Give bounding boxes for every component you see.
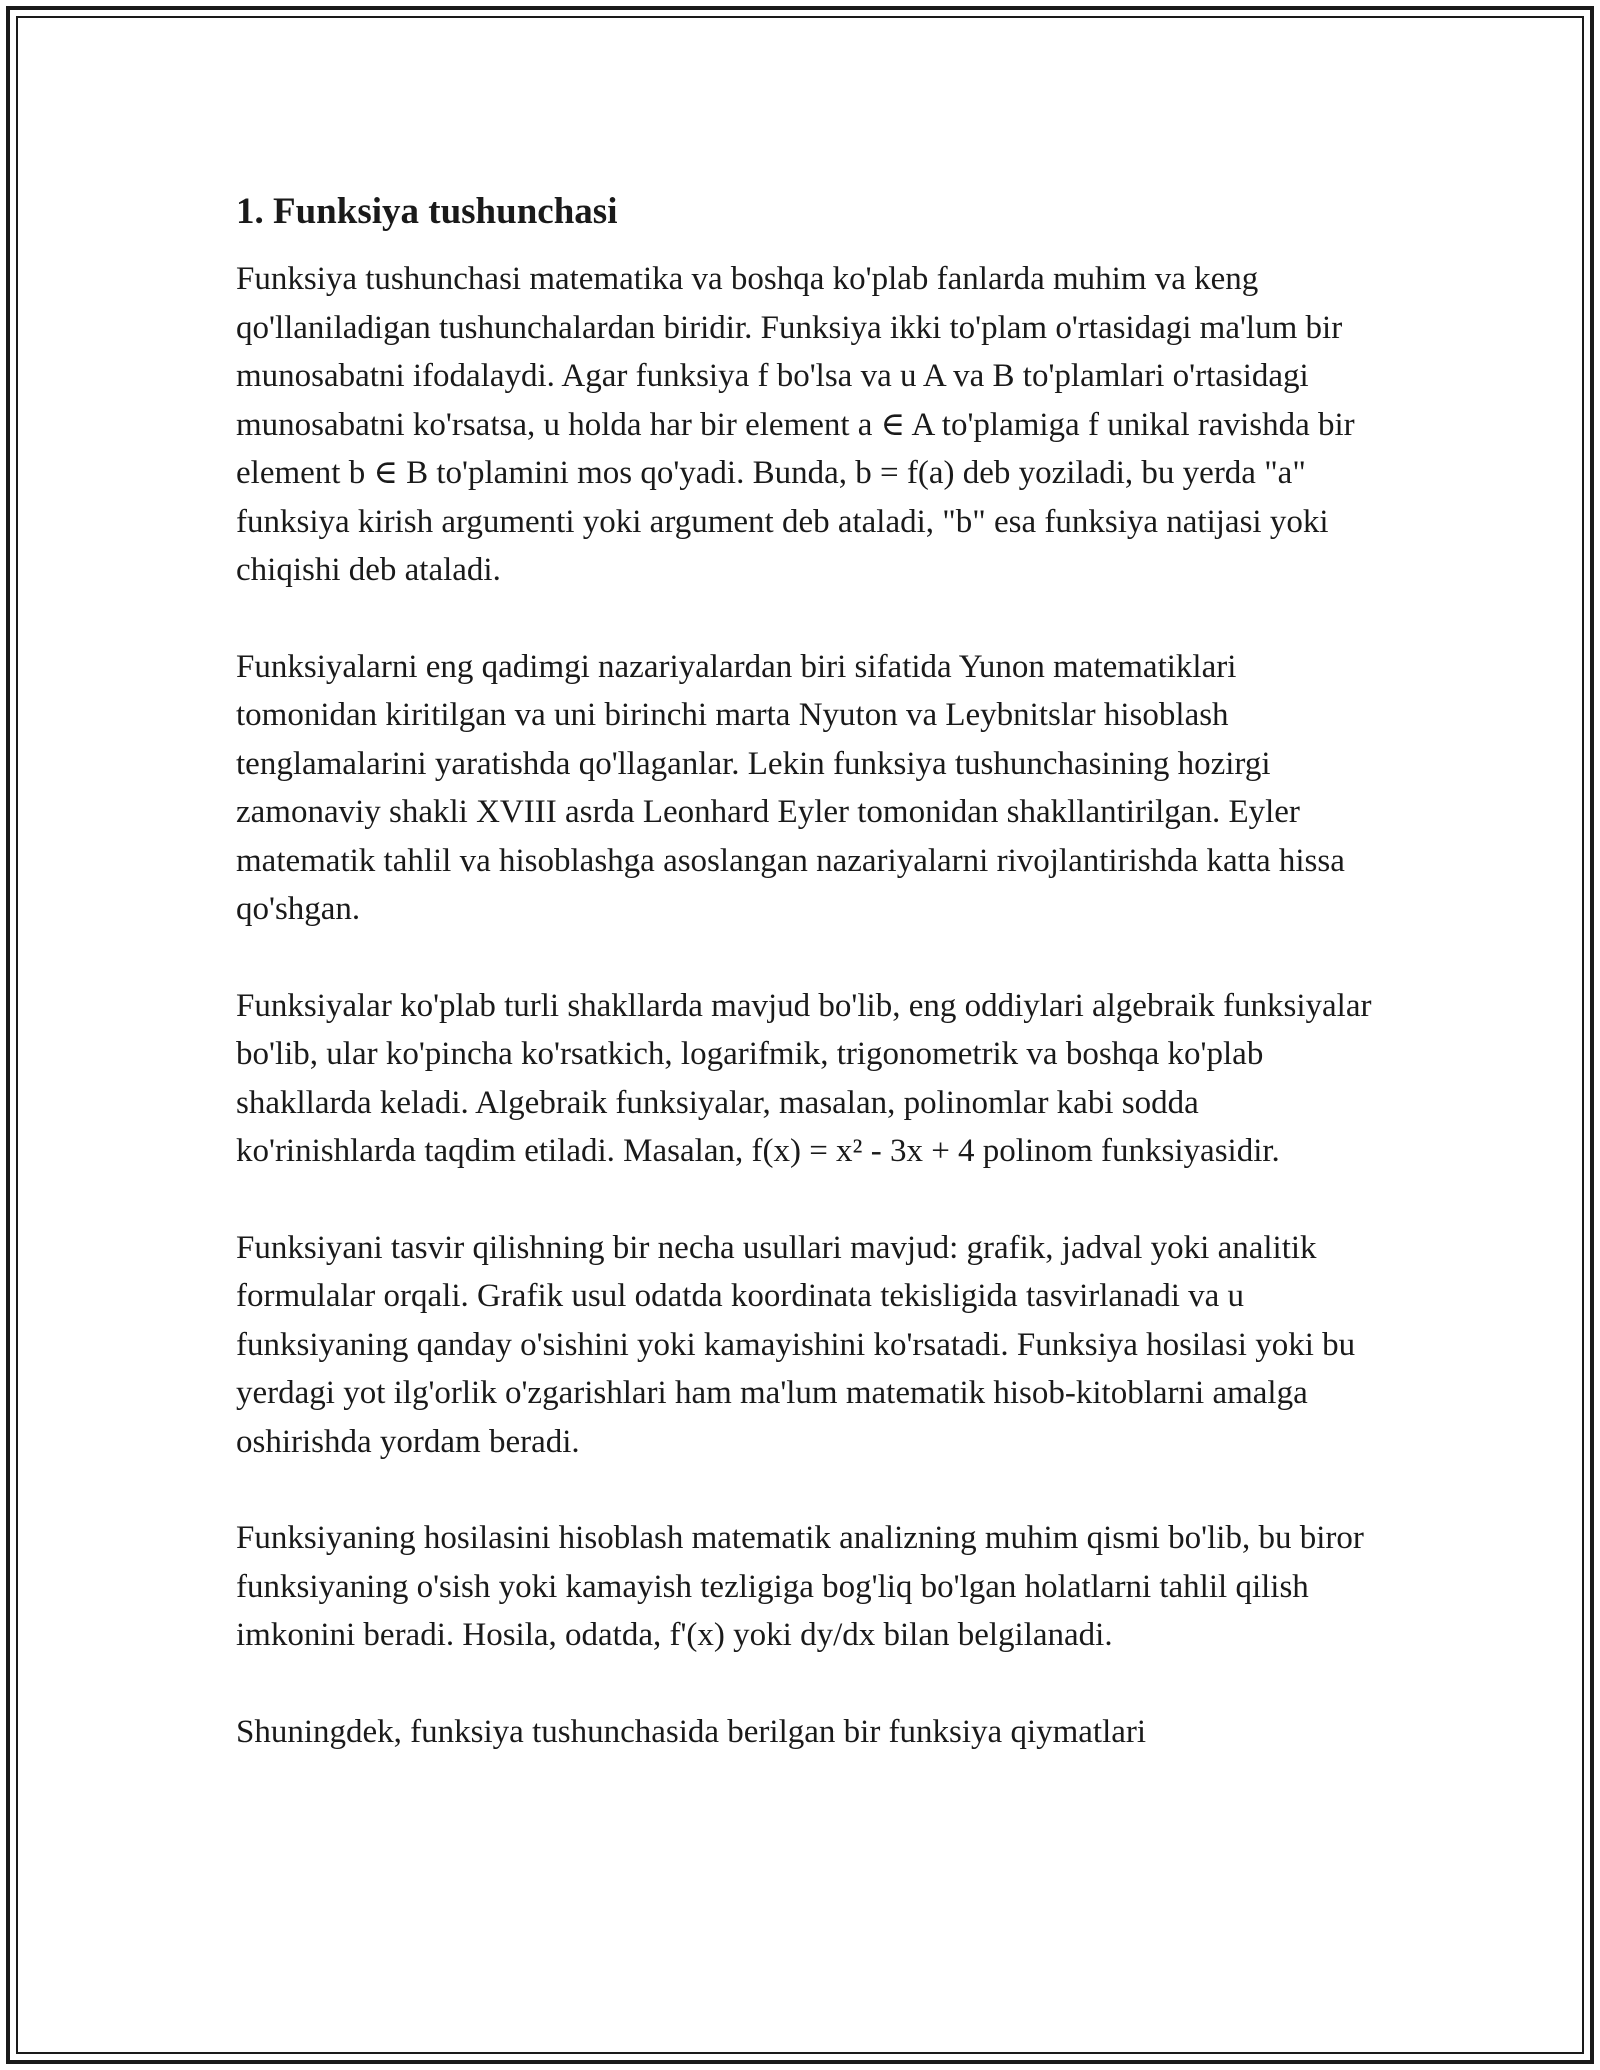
paragraph-2: Funksiyalarni eng qadimgi nazariyalardan biri sifatida Yunon matematiklari tomonidan kiritilgan va uni birinchi marta Nyuton va Leybnitslar hisoblash tenglamalarini yaratishda qo'llaganlar. Lekin funksiya tushunchasining hozirgi zamonaviy shakli XVIII asrda Leonhard Eyler tomonidan shakllantirilgan. Eyler matematik tahlil va hisoblashga asoslangan nazariyalarni rivojlantirishda katta hissa qo'shgan. [236,648,1345,927]
paragraph-4: Funksiyani tasvir qilishning bir necha usullari mavjud: grafik, jadval yoki analitik formulalar orqali. Grafik usul odatda koordinata tekisligida tasvirlanadi va u funksiyaning qanday o'sishini yoki kamayishini ko'rsatadi. Funksiya hosilasi yoki bu yerdagi yot ilg'orlik o'zgarishlari ham ma'lum matematik hisob-kitoblarni amalga oshirishda yordam beradi. [236,1229,1356,1460]
paragraph-3: Funksiyalar ko'plab turli shakllarda mavjud bo'lib, eng oddiylari algebraik funksiyalar bo'lib, ular ko'pincha ko'rsatkich, logarifmik, trigonometrik va boshqa ko'plab shakllarda keladi. Algebraik funksiyalar, masalan, polinomlar kabi sodda ko'rinishlarda taqdim etiladi. Masalan, f(x) = x² - 3x + 4 polinom funksiyasidir. [236,987,1372,1169]
paragraph-6: Shuningdek, funksiya tushunchasida berilgan bir funksiya qiymatlari [236,1713,1147,1750]
document-body [236,186,1376,1804]
paragraph-5: Funksiyaning hosilasini hisoblash matematik analizning muhim qismi bo'lib, bu biror funksiyaning o'sish yoki kamayish tezligiga bog'liq bo'lgan holatlarni tahlil qilish imkonini beradi. Hosila, odatda, f'(x) yoki dy/dx bilan belgilanadi. [236,1520,1364,1653]
paragraph-1: Funksiya tushunchasi matematika va boshqa ko'plab fanlarda muhim va keng qo'llaniladigan tushunchalardan biridir. Funksiya ikki to'plam o'rtasidagi ma'lum bir munosabatni ifodalaydi. Agar funksiya f bo'lsa va u A va B to'plamlari o'rtasidagi munosabatni ko'rsatsa, u holda har bir element a ∈ A to'plamiga f unikal ravishda bir element b ∈ B to'plamini mos qo'yadi. Bunda, b = f(a) deb yoziladi, bu yerda "a" funksiya kirish argumenti yoki argument deb ataladi, "b" esa funksiya natijasi yoki chiqishi deb ataladi. [236,261,1355,588]
section-heading: 1. Funksiya tushunchasi [236,191,618,232]
